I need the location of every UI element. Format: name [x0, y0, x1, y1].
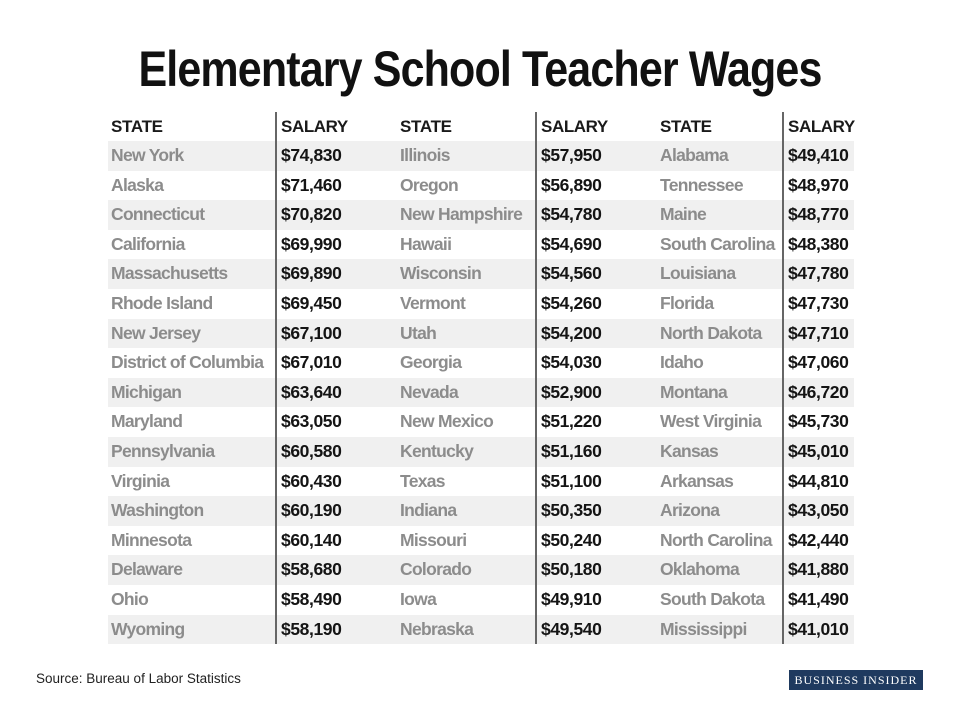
state-cell: Maryland: [111, 411, 183, 432]
table-row: [657, 348, 854, 378]
salary-cell: $44,810: [782, 467, 854, 497]
table-row: [657, 526, 854, 556]
salary-cell: $69,890: [275, 259, 397, 289]
state-cell: Iowa: [400, 588, 437, 609]
table-row: [108, 319, 397, 349]
salary-cell: $45,010: [782, 437, 854, 467]
salary-cell: $48,970: [782, 171, 854, 201]
table-row: [397, 526, 658, 556]
table-row: [657, 585, 854, 615]
salary-cell: $71,460: [275, 171, 397, 201]
table-row: [108, 467, 397, 497]
state-cell: Michigan: [111, 381, 182, 402]
salary-cell: $50,180: [535, 555, 658, 585]
table-header: [397, 112, 658, 141]
table-row: [657, 378, 854, 408]
state-cell: Idaho: [660, 352, 704, 373]
table-header: [108, 112, 397, 141]
salary-cell: $42,440: [782, 526, 854, 556]
salary-cell: $54,030: [535, 348, 658, 378]
salary-cell: $60,580: [275, 437, 397, 467]
table-row: [397, 348, 658, 378]
state-cell: New Mexico: [400, 411, 494, 432]
salary-cell: $43,050: [782, 496, 854, 526]
brand-logo: BUSINESS INSIDER: [789, 670, 923, 690]
salary-cell: $54,780: [535, 200, 658, 230]
salary-cell: $54,260: [535, 289, 658, 319]
salary-cell: $60,140: [275, 526, 397, 556]
table-row: [108, 289, 397, 319]
table-header: [657, 112, 854, 141]
salary-cell: $51,100: [535, 467, 658, 497]
salary-cell: $48,770: [782, 200, 854, 230]
chart-title: Elementary School Teacher Wages: [138, 41, 822, 97]
table-row: [397, 230, 658, 260]
state-cell: District of Columbia: [111, 352, 264, 373]
salary-cell: $41,010: [782, 615, 854, 645]
state-cell: North Carolina: [660, 529, 772, 550]
table-row: [657, 289, 854, 319]
salary-cell: $54,560: [535, 259, 658, 289]
table-row: [108, 259, 397, 289]
column-header-salary: SALARY: [782, 112, 854, 141]
salary-cell: $49,910: [535, 585, 658, 615]
salary-cell: $51,220: [535, 407, 658, 437]
state-cell: Virginia: [111, 470, 170, 491]
table-row: [108, 407, 397, 437]
table-row: [397, 496, 658, 526]
state-cell: Texas: [400, 470, 445, 491]
state-cell: Alaska: [111, 174, 164, 195]
state-cell: California: [111, 233, 185, 254]
state-cell: Georgia: [400, 352, 462, 373]
table-row: [657, 496, 854, 526]
salary-cell: $54,690: [535, 230, 658, 260]
table-row: [657, 437, 854, 467]
table-row: [397, 467, 658, 497]
table-row: [397, 200, 658, 230]
column-header-state: STATE: [400, 117, 452, 136]
table-row: [397, 437, 658, 467]
salary-cell: $60,190: [275, 496, 397, 526]
wage-tables: [108, 112, 854, 646]
table-row: [397, 555, 658, 585]
table-row: [657, 171, 854, 201]
salary-cell: $41,880: [782, 555, 854, 585]
column-header-salary: SALARY: [535, 112, 658, 141]
table-row: [108, 496, 397, 526]
table-row: [657, 259, 854, 289]
state-cell: Nebraska: [400, 618, 474, 639]
table-row: [657, 407, 854, 437]
column-header-salary: SALARY: [275, 112, 397, 141]
state-cell: South Dakota: [660, 588, 765, 609]
salary-cell: $58,680: [275, 555, 397, 585]
state-cell: Illinois: [400, 145, 450, 165]
table-row: [108, 526, 397, 556]
salary-cell: $70,820: [275, 200, 397, 230]
state-cell: Hawaii: [400, 233, 452, 254]
table-row: [108, 200, 397, 230]
state-cell: Kansas: [660, 440, 719, 461]
salary-cell: $58,190: [275, 615, 397, 645]
state-cell: Vermont: [400, 292, 466, 313]
state-cell: Minnesota: [111, 529, 192, 550]
table-row: [108, 230, 397, 260]
state-cell: New Jersey: [111, 322, 201, 343]
state-cell: Connecticut: [111, 204, 205, 225]
source-note: Source: Bureau of Labor Statistics: [36, 671, 241, 686]
state-cell: Oklahoma: [660, 559, 740, 580]
table-row: [397, 585, 658, 615]
table-row: [108, 585, 397, 615]
table-group-3: [657, 112, 854, 644]
salary-cell: $57,950: [535, 141, 658, 171]
salary-cell: $63,640: [275, 378, 397, 408]
state-cell: New York: [111, 145, 184, 165]
state-cell: Pennsylvania: [111, 440, 215, 461]
salary-cell: $47,060: [782, 348, 854, 378]
state-cell: Washington: [111, 500, 204, 521]
state-cell: Arkansas: [660, 470, 734, 491]
salary-cell: $74,830: [275, 141, 397, 171]
table-row: [108, 615, 397, 645]
state-cell: Rhode Island: [111, 292, 213, 313]
salary-cell: $47,780: [782, 259, 854, 289]
state-cell: Montana: [660, 381, 728, 402]
table-row: [397, 289, 658, 319]
table-row: [657, 230, 854, 260]
salary-cell: $47,730: [782, 289, 854, 319]
state-cell: Missouri: [400, 529, 467, 550]
salary-cell: $69,990: [275, 230, 397, 260]
state-cell: Utah: [400, 322, 437, 343]
state-cell: South Carolina: [660, 233, 775, 254]
state-cell: Wisconsin: [400, 263, 482, 284]
salary-cell: $51,160: [535, 437, 658, 467]
salary-cell: $56,890: [535, 171, 658, 201]
table-row: [657, 555, 854, 585]
state-cell: New Hampshire: [400, 204, 523, 225]
table-row: [397, 319, 658, 349]
salary-cell: $48,380: [782, 230, 854, 260]
table-row: [397, 378, 658, 408]
salary-cell: $49,410: [782, 141, 854, 171]
salary-cell: $54,200: [535, 319, 658, 349]
table-row: [397, 615, 658, 645]
state-cell: Florida: [660, 292, 714, 313]
table-row: [108, 348, 397, 378]
state-cell: Ohio: [111, 588, 149, 609]
salary-cell: $47,710: [782, 319, 854, 349]
table-row: [397, 259, 658, 289]
state-cell: Wyoming: [111, 618, 185, 639]
salary-cell: $69,450: [275, 289, 397, 319]
salary-cell: $41,490: [782, 585, 854, 615]
salary-cell: $49,540: [535, 615, 658, 645]
table-group-1: [108, 112, 397, 644]
column-header-state: STATE: [111, 117, 163, 136]
table-row: [657, 319, 854, 349]
table-row: [108, 171, 397, 201]
state-cell: Indiana: [400, 500, 457, 521]
table-group-2: [397, 112, 658, 644]
salary-cell: $46,720: [782, 378, 854, 408]
state-cell: Mississippi: [660, 618, 747, 639]
table-row: [657, 615, 854, 645]
state-cell: Nevada: [400, 381, 459, 402]
salary-cell: $67,100: [275, 319, 397, 349]
state-cell: Colorado: [400, 559, 472, 580]
table-row: [397, 407, 658, 437]
salary-cell: $50,240: [535, 526, 658, 556]
state-cell: Arizona: [660, 500, 720, 521]
table-row: [397, 141, 658, 171]
salary-cell: $67,010: [275, 348, 397, 378]
table-row: [657, 141, 854, 171]
salary-cell: $52,900: [535, 378, 658, 408]
state-cell: Alabama: [660, 145, 729, 165]
table-row: [657, 467, 854, 497]
table-row: [108, 378, 397, 408]
table-row: [657, 200, 854, 230]
table-row: [108, 555, 397, 585]
state-cell: Oregon: [400, 174, 459, 195]
state-cell: North Dakota: [660, 322, 762, 343]
state-cell: Louisiana: [660, 263, 736, 284]
salary-cell: $45,730: [782, 407, 854, 437]
table-row: [108, 141, 397, 171]
salary-cell: $58,490: [275, 585, 397, 615]
state-cell: Delaware: [111, 559, 183, 580]
salary-cell: $63,050: [275, 407, 397, 437]
table-row: [108, 437, 397, 467]
state-cell: Maine: [660, 204, 707, 225]
state-cell: Kentucky: [400, 440, 474, 461]
column-header-state: STATE: [660, 117, 712, 136]
salary-cell: $60,430: [275, 467, 397, 497]
salary-cell: $50,350: [535, 496, 658, 526]
state-cell: Tennessee: [660, 174, 743, 195]
state-cell: Massachusetts: [111, 263, 228, 284]
state-cell: West Virginia: [660, 411, 762, 432]
table-row: [397, 171, 658, 201]
